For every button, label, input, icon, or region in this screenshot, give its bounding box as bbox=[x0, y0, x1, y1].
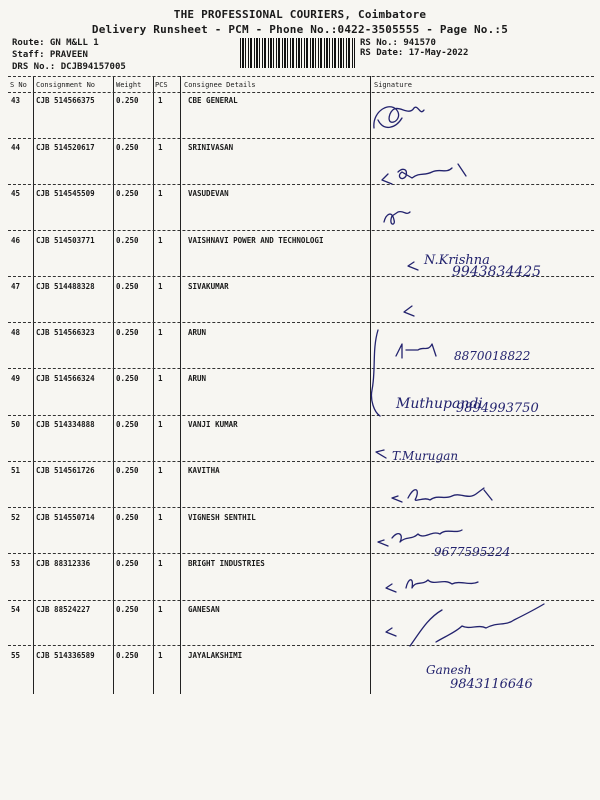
row-sno: 47 bbox=[11, 282, 21, 291]
row-consignment: CJB 514566323 bbox=[36, 328, 95, 337]
row-pcs: 1 bbox=[158, 466, 163, 475]
row-consignment: CJB 514566375 bbox=[36, 96, 95, 105]
row-weight: 0.250 bbox=[116, 143, 139, 152]
row-consignee: VASUDEVAN bbox=[188, 189, 229, 198]
row-sno: 52 bbox=[11, 513, 21, 522]
header-consignment: Consignment No bbox=[36, 81, 96, 89]
row-consignment: CJB 514336589 bbox=[36, 651, 95, 660]
row-consignment: CJB 88524227 bbox=[36, 605, 91, 614]
signature-55-phone: 9843116646 bbox=[450, 677, 533, 692]
row-consignment: CJB 514520617 bbox=[36, 143, 95, 152]
signature-46 bbox=[408, 262, 418, 270]
row-pcs: 1 bbox=[158, 282, 163, 291]
row-consignment: CJB 514545509 bbox=[36, 189, 95, 198]
header-pcs: PCS bbox=[155, 81, 168, 89]
row-consignee: KAVITHA bbox=[188, 466, 220, 475]
row-consignment: CJB 514334888 bbox=[36, 420, 95, 429]
staff-label: Staff: PRAVEEN bbox=[12, 50, 88, 60]
signature-50-text: T.Murugan bbox=[392, 449, 459, 463]
drs-number: DRS No.: DCJB94157005 bbox=[12, 62, 126, 72]
signature-49-text: Muthupandi bbox=[396, 396, 483, 412]
row-pcs: 1 bbox=[158, 189, 163, 198]
row-sno: 51 bbox=[11, 466, 21, 475]
row-sno: 44 bbox=[11, 143, 21, 152]
row-consignment: CJB 514561726 bbox=[36, 466, 95, 475]
signature-51 bbox=[392, 488, 492, 502]
row-pcs: 1 bbox=[158, 605, 163, 614]
signature-52 bbox=[378, 530, 462, 546]
signature-55-text: Ganesh bbox=[426, 663, 472, 677]
row-pcs: 1 bbox=[158, 559, 163, 568]
row-weight: 0.250 bbox=[116, 559, 139, 568]
header-signature: Signature bbox=[374, 81, 412, 89]
signature-54 bbox=[386, 604, 544, 646]
row-sno: 54 bbox=[11, 605, 21, 614]
company-title: THE PROFESSIONAL COURIERS, Coimbatore bbox=[173, 8, 427, 21]
runsheet-subtitle: Delivery Runsheet - PCM - Phone No.:0422-3505555 - Page No.:5 bbox=[91, 23, 509, 36]
row-sno: 50 bbox=[11, 420, 21, 429]
signature-46-name: N.Krishna bbox=[424, 253, 490, 268]
header-weight: Weight bbox=[116, 81, 142, 89]
signature-43 bbox=[374, 107, 424, 128]
signature-48 bbox=[396, 344, 436, 358]
row-consignee: VAISHNAVI POWER AND TECHNOLOGI bbox=[188, 236, 324, 245]
row-consignee: SIVAKUMAR bbox=[188, 282, 229, 291]
row-consignment: CJB 514550714 bbox=[36, 513, 95, 522]
row-consignee: SRINIVASAN bbox=[188, 143, 234, 152]
row-consignee: VIGNESH SENTHIL bbox=[188, 513, 256, 522]
signature-48-49-bracket bbox=[371, 330, 380, 416]
row-consignment: CJB 514488328 bbox=[36, 282, 95, 291]
row-sno: 43 bbox=[11, 96, 21, 105]
row-pcs: 1 bbox=[158, 143, 163, 152]
signature-44 bbox=[382, 164, 466, 184]
row-pcs: 1 bbox=[158, 96, 163, 105]
header-sno: S No bbox=[10, 81, 27, 89]
row-weight: 0.250 bbox=[116, 189, 139, 198]
signature-52-phone: 9677595224 bbox=[434, 545, 511, 559]
row-weight: 0.250 bbox=[116, 420, 139, 429]
rs-date: RS Date: 17-May-2022 bbox=[360, 48, 469, 58]
row-weight: 0.250 bbox=[116, 236, 139, 245]
rs-number: RS No.: 941570 bbox=[360, 38, 436, 48]
row-consignee: ARUN bbox=[188, 328, 207, 337]
route-label: Route: GN M&LL 1 bbox=[12, 38, 99, 48]
header-consignee: Consignee Details bbox=[184, 81, 256, 89]
row-pcs: 1 bbox=[158, 328, 163, 337]
signature-53 bbox=[386, 580, 478, 592]
row-pcs: 1 bbox=[158, 236, 163, 245]
signature-46-phone: 9943834425 bbox=[452, 264, 542, 280]
row-sno: 48 bbox=[11, 328, 21, 337]
row-weight: 0.250 bbox=[116, 605, 139, 614]
row-consignee: GANESAN bbox=[188, 605, 220, 614]
signature-49-phone: 9894993750 bbox=[456, 401, 539, 416]
row-weight: 0.250 bbox=[116, 466, 139, 475]
signature-45 bbox=[384, 212, 410, 225]
row-weight: 0.250 bbox=[116, 513, 139, 522]
row-pcs: 1 bbox=[158, 374, 163, 383]
row-weight: 0.250 bbox=[116, 374, 139, 383]
signature-50 bbox=[376, 450, 386, 458]
row-sno: 46 bbox=[11, 236, 21, 245]
row-sno: 53 bbox=[11, 559, 21, 568]
row-consignee: BRIGHT INDUSTRIES bbox=[188, 559, 265, 568]
row-consignee: VANJI KUMAR bbox=[188, 420, 238, 429]
row-consignment: CJB 514503771 bbox=[36, 236, 95, 245]
row-consignment: CJB 88312336 bbox=[36, 559, 91, 568]
row-sno: 45 bbox=[11, 189, 21, 198]
row-consignment: CJB 514566324 bbox=[36, 374, 95, 383]
row-weight: 0.250 bbox=[116, 282, 139, 291]
row-consignee: JAYALAKSHIMI bbox=[188, 651, 243, 660]
row-pcs: 1 bbox=[158, 420, 163, 429]
signature-47 bbox=[404, 306, 414, 316]
row-pcs: 1 bbox=[158, 651, 163, 660]
row-pcs: 1 bbox=[158, 513, 163, 522]
row-weight: 0.250 bbox=[116, 651, 139, 660]
row-consignee: ARUN bbox=[188, 374, 207, 383]
row-sno: 49 bbox=[11, 374, 21, 383]
signature-48-phone: 8870018822 bbox=[454, 349, 531, 363]
row-weight: 0.250 bbox=[116, 328, 139, 337]
row-sno: 55 bbox=[11, 651, 21, 660]
row-consignee: CBE GENERAL bbox=[188, 96, 238, 105]
row-weight: 0.250 bbox=[116, 96, 139, 105]
